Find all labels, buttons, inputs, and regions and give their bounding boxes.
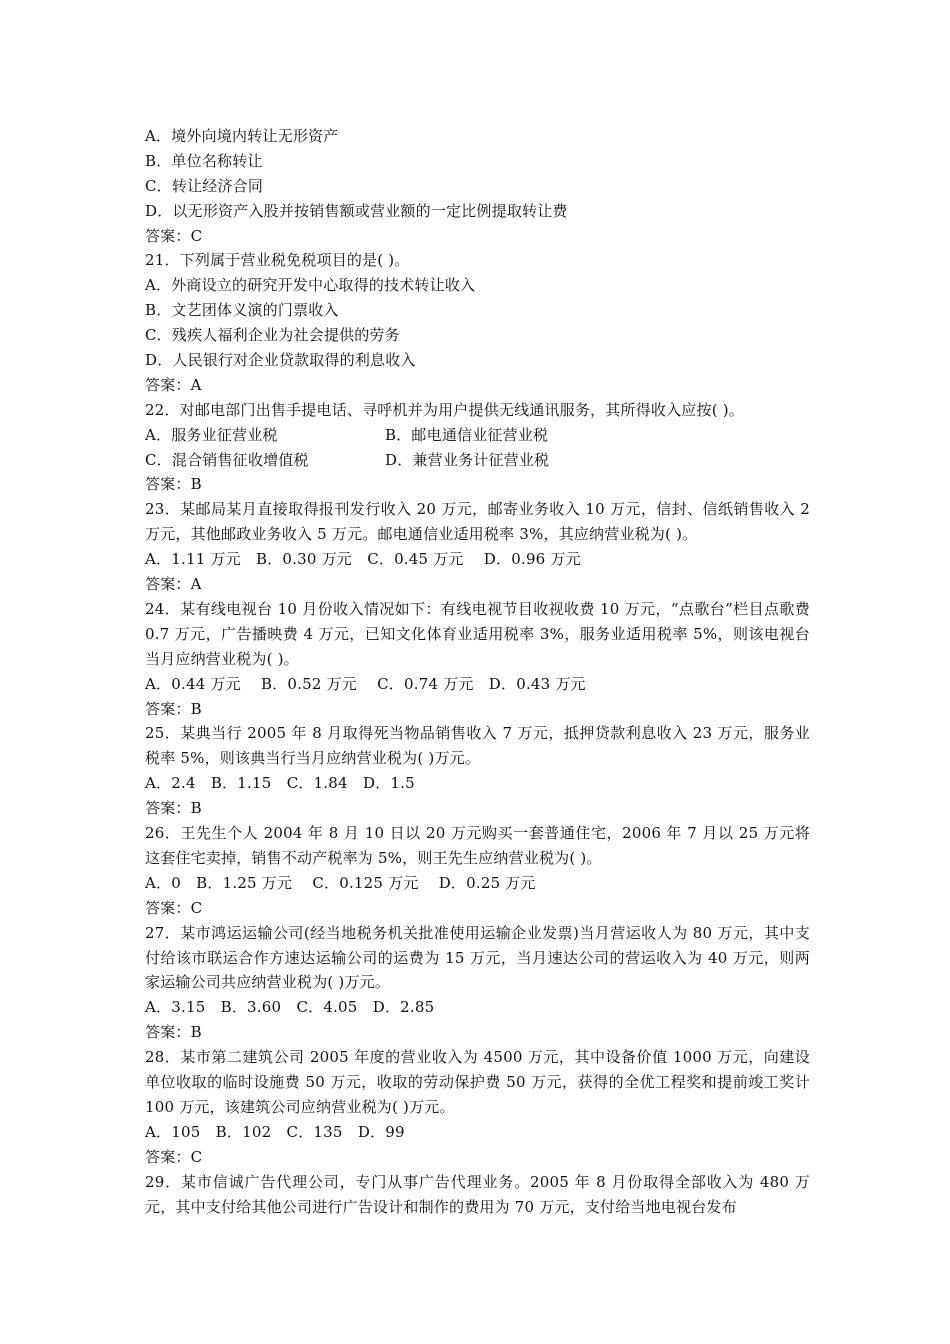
answer: 答案：A [145,575,202,594]
option-d: D．以无形资产入股并按销售额或营业额的一定比例提取转让费 [145,201,568,220]
options-row [145,448,810,473]
question-20-block [145,124,810,248]
option-c: C．残疾人福利企业为社会提供的劳务 [145,326,400,345]
question-stem: 29．某市信诚广告代理公司，专门从事广告代理业务。2005 年 8 月份取得全部收入为 480 万元，其中支付给其他公司进行广告设计和制作的费用为 70 万元，支付给当地电视台发布 [145,1172,810,1216]
options: A．2.4 B．1.15 C．1.84 D．1.5 [145,774,415,793]
option-b: B．邮电通信业征营业税 [385,425,549,444]
question-stem: 24．某有线电视台 10 月份收入情况如下：有线电视节目收视收费 10 万元，“点歌台”栏目点歌费 0.7 万元，广告播映费 4 万元，已知文化体育业适用税率 3%，服务业适用税率 5%，则该电视台当月应纳营业税为( )。 [145,599,810,668]
question-27-block [145,921,810,1046]
option-c: C．混合销售征收增值税 [145,450,309,469]
answer: 答案：B [145,799,202,818]
question-26-block [145,821,810,921]
answer: 答案：C [145,226,203,245]
question-21-block [145,248,810,397]
option-a: A．服务业征营业税 [145,425,278,444]
question-stem: 27．某市鸿运运输公司(经当地税务机关批准使用运输企业发票)当月营运收人为 80 万元，其中支付给该市联运合作方速达运输公司的运费为 15 万元，当月速达公司的营运收入为 40 万元，则两家运输公司共应纳营业税为( )万元。 [145,923,810,992]
answer: 答案：C [145,1147,203,1166]
answer: 答案：B [145,1023,202,1042]
question-stem: 21．下列属于营业税免税项目的是( )。 [145,251,410,270]
options: A．0.44 万元 B．0.52 万元 C．0.74 万元 D．0.43 万元 [145,674,586,693]
option-b: B．文艺团体义演的门票收入 [145,301,339,320]
options: A．0 B．1.25 万元 C．0.125 万元 D．0.25 万元 [145,873,536,892]
question-stem: 23．某邮局某月直接取得报刊发行收入 20 万元，邮寄业务收入 10 万元，信封、信纸销售收入 2 万元，其他邮政业务收入 5 万元。邮电通信业适用税率 3%，其应纳营业税为( )。 [145,500,810,544]
option-b: B．单位名称转让 [145,151,263,170]
answer: 答案：B [145,475,202,494]
option-d: D．人民银行对企业贷款取得的利息收入 [145,351,416,370]
options-row [145,423,810,448]
option-a: A．境外向境内转让无形资产 [145,127,339,145]
option-a: A．外商设立的研究开发中心取得的技术转让收入 [145,276,476,295]
option-c: C．转让经济合同 [145,176,264,195]
question-29-block [145,1170,810,1220]
question-stem: 22．对邮电部门出售手提电话、寻呼机并为用户提供无线通讯服务，其所得收入应按( )。 [145,400,744,419]
question-22-block [145,398,810,498]
question-stem: 28．某市第二建筑公司 2005 年度的营业收入为 4500 万元，其中设备价值 1000 万元，向建设单位收取的临时设施费 50 万元，收取的劳动保护费 50 万元，获得的全优工程奖和提前竣工奖计 100 万元，该建筑公司应纳营业税为( )万元。 [145,1048,810,1116]
options: A．3.15 B．3.60 C．4.05 D．2.85 [145,998,435,1017]
question-stem: 25．某典当行 2005 年 8 月取得死当物品销售收入 7 万元，抵押贷款利息收入 23 万元，服务业税率 5%，则该典当行当月应纳营业税为( )万元。 [145,724,810,768]
question-28-block [145,1045,810,1170]
answer: 答案：C [145,898,203,917]
options: A．1.11 万元 B．0.30 万元 C．0.45 万元 D．0.96 万元 [145,550,581,569]
question-23-block [145,497,810,597]
option-d: D．兼营业务计征营业税 [385,450,550,469]
document-page [145,124,810,1219]
question-24-block [145,597,810,722]
question-stem: 26．王先生个人 2004 年 8 月 10 日以 20 万元购买一套普通住宅，2006 年 7 月以 25 万元将这套住宅卖掉，销售不动产税率为 5%，则王先生应纳营业税为( )。 [145,824,810,867]
answer: 答案：B [145,699,202,718]
answer: 答案：A [145,375,202,394]
question-25-block [145,721,810,821]
options: A．105 B．102 C．135 D．99 [145,1122,405,1141]
